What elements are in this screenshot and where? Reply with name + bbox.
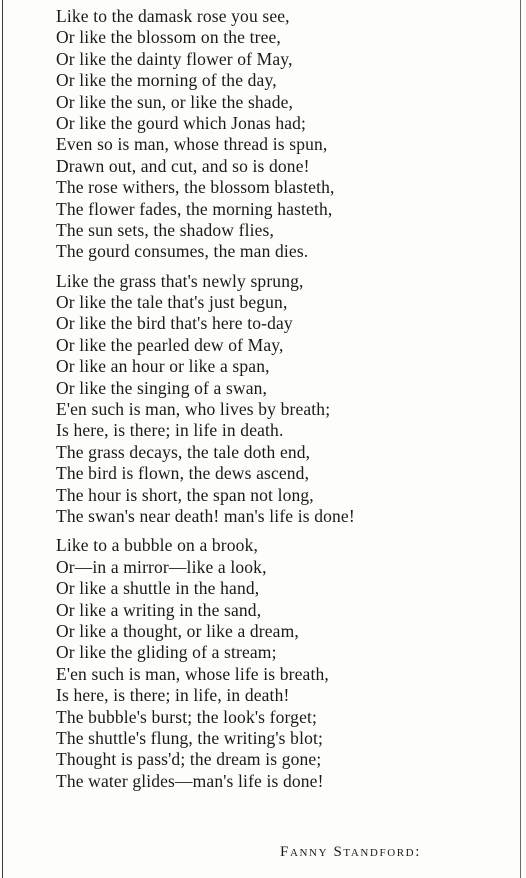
poem-line: The gourd consumes, the man dies. [56,241,309,262]
poem-line: Thought is pass'd; the dream is gone; [56,749,322,770]
poem-line: The hour is short, the span not long, [56,484,314,505]
poem-line: Or like the morning of the day, [56,70,277,91]
poem-line: The sun sets, the shadow flies, [56,219,275,240]
poem-line: The flower fades, the morning hasteth, [56,198,333,219]
poem-line: E'en such is man, who lives by breath; [56,399,331,420]
poem-line: Or like the sun, or like the shade, [56,91,294,112]
author-signature: Fanny Standford: [280,844,421,860]
poem-line: The water glides—man's life is done! [56,770,324,791]
poem-line: Like to a bubble on a brook, [56,535,258,556]
column-rule-right [520,0,521,878]
poem-line: Or like the gliding of a stream; [56,642,277,663]
poem-line: The rose withers, the blossom blasteth, [56,177,335,198]
poem-line: E'en such is man, whose life is breath, [56,663,329,684]
poem-line: Even so is man, whose thread is spun, [56,134,328,155]
poem-line: Drawn out, and cut, and so is done! [56,155,310,176]
poem-line: Or—in a mirror—like a look, [56,556,267,577]
poem-line: The shuttle's flung, the writing's blot; [56,727,324,748]
poem-line: Or like an hour or like a span, [56,356,270,377]
poem-line: Or like the gourd which Jonas had; [56,112,307,133]
poem [56,6,512,792]
poem-line: Or like the singing of a swan, [56,377,268,398]
column-rule-left [2,0,3,878]
poem-line: Or like the tale that's just begun, [56,292,288,313]
poem-line: The bird is flown, the dews ascend, [56,463,310,484]
poem-line: The grass decays, the tale doth end, [56,441,311,462]
poem-line: The bubble's burst; the look's forget; [56,706,318,727]
poem-line: Like the grass that's newly sprung, [56,270,304,291]
poem-line: Or like the pearled dew of May, [56,334,284,355]
poem-line: Or like the bird that's here to-day [56,313,293,334]
poem-line: The swan's near death! man's life is done! [56,505,355,526]
poem-line: Is here, is there; in life, in death! [56,685,290,706]
poem-line: Is here, is there; in life in death. [56,420,284,441]
poem-line: Or like the blossom on the tree, [56,27,281,48]
stanza-1 [56,6,512,263]
stanza-3 [56,535,512,792]
poem-line: Or like the dainty flower of May, [56,48,293,69]
poem-line: Or like a shuttle in the hand, [56,578,260,599]
poem-line: Or like a thought, or like a dream, [56,620,299,641]
poem-line: Or like a writing in the sand, [56,599,262,620]
poem-line: Like to the damask rose you see, [56,6,290,26]
stanza-2 [56,271,512,528]
